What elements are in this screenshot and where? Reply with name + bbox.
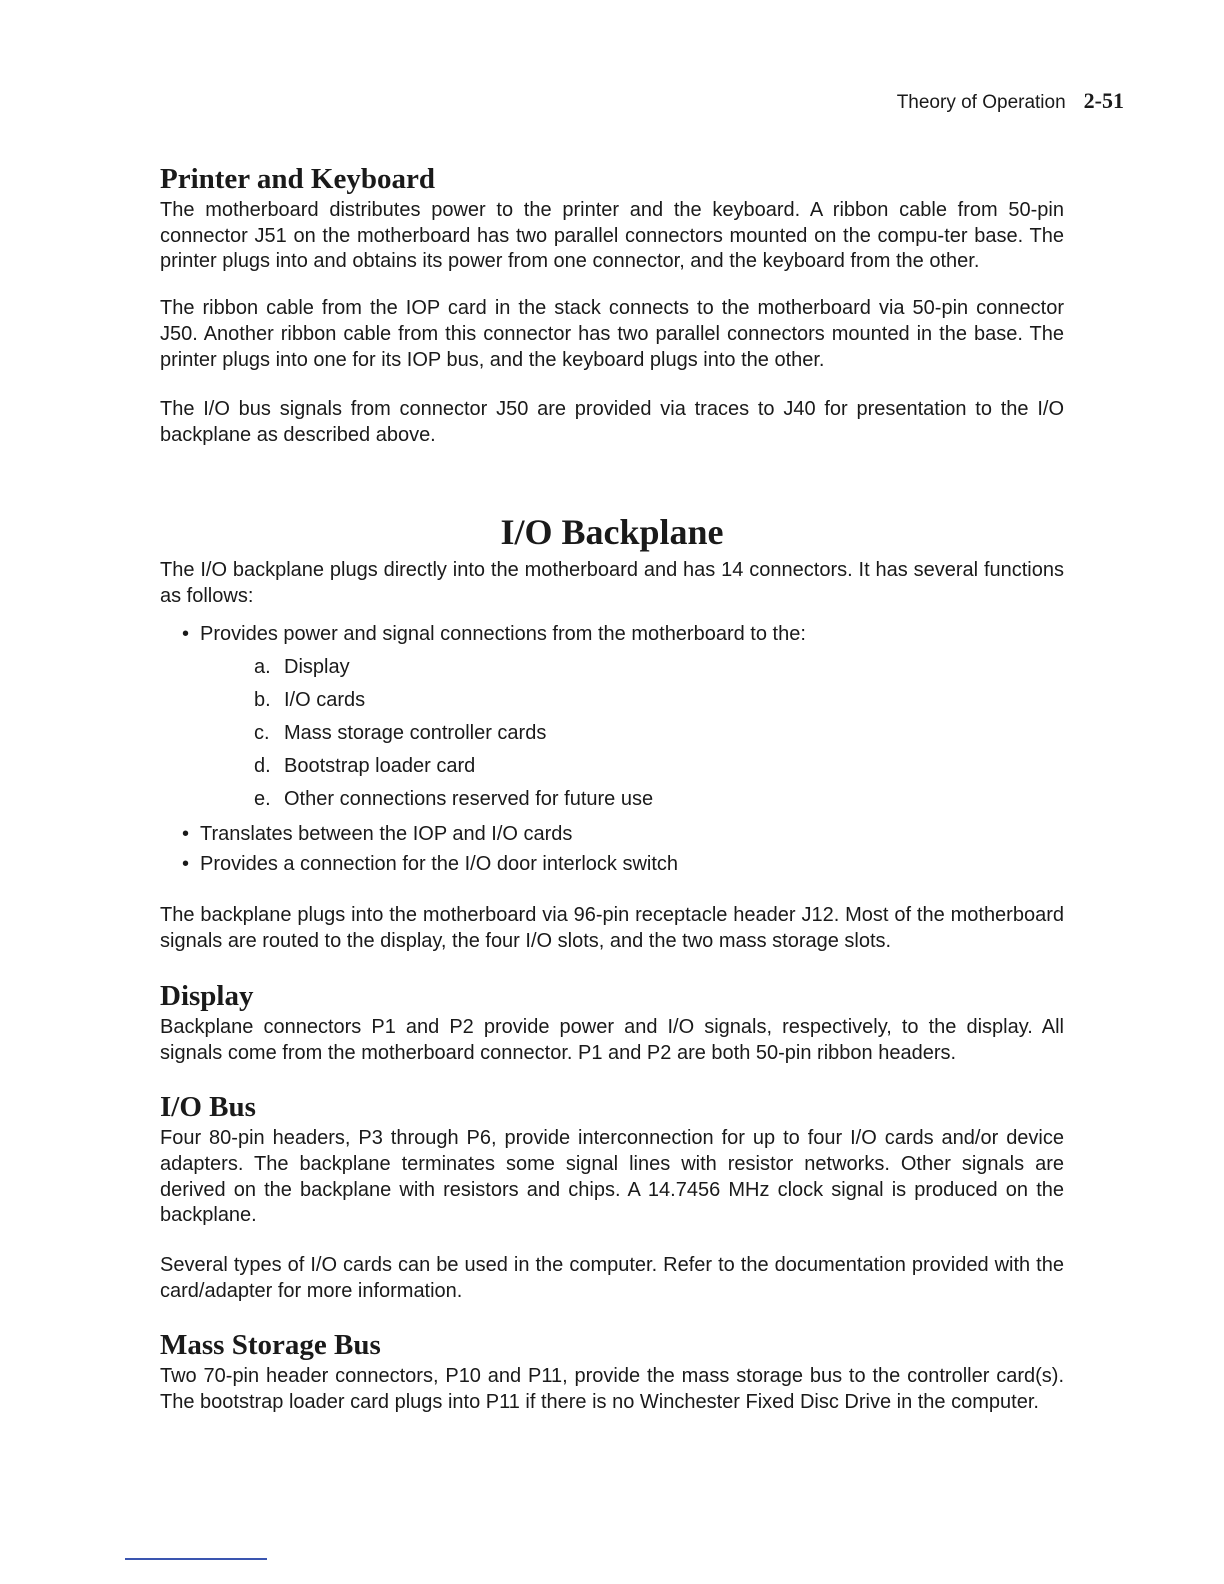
paragraph: Several types of I/O cards can be used in the computer. Refer to the documentation provided with the card/adapter for more information.: [160, 1254, 1064, 1302]
sublist-letter: d.: [254, 755, 271, 778]
heading-display: Display: [160, 979, 254, 1012]
sublist-item: [254, 717, 1064, 750]
list-item-text: Provides a connection for the I/O door interlock switch: [200, 853, 679, 876]
heading-io-bus: I/O Bus: [160, 1091, 256, 1124]
running-head: [897, 88, 1124, 114]
list-item: [182, 849, 1064, 879]
paragraph: The motherboard distributes power to the printer and the keyboard. A ribbon cable from 50-pin connector J51 on the motherboard has two parallel connectors mounted on the compu-ter base. The printer plugs into and obtains its power from one connector, and the keyboard from the other.: [160, 199, 1064, 273]
sublist-text: Mass storage controller cards: [284, 722, 547, 745]
sublist-text: I/O cards: [284, 689, 366, 712]
function-list: [182, 619, 1064, 879]
paragraph: The ribbon cable from the IOP card in the stack connects to the motherboard via 50-pin connector J50. Another ribbon cable from this connector has two parallel connectors mounted in the base. The printer plugs into one for its IOP bus, and the keyboard plugs into the other.: [160, 297, 1064, 371]
running-title: Theory of Operation: [896, 92, 1066, 113]
sublist-text: Display: [284, 656, 350, 679]
sublist-item: [254, 783, 1064, 816]
paragraph: Four 80-pin headers, P3 through P6, provide interconnection for up to four I/O cards and/or device adapters. The backplane terminates some signal lines with resistor networks. Other signals are derived on the backplane with resistors and chips. A 14.7456 MHz clock signal is produced on the backplane.: [160, 1127, 1064, 1227]
sublist-letter: a.: [254, 656, 271, 679]
footer-rule: [125, 1558, 267, 1560]
page-number: 2-51: [1083, 88, 1124, 113]
heading-printer-keyboard: Printer and Keyboard: [160, 163, 435, 195]
list-item-text: Provides power and signal connections from the motherboard to the:: [200, 623, 806, 646]
paragraph: Backplane connectors P1 and P2 provide power and I/O signals, respectively, to the display. All signals come from the motherboard connector. P1 and P2 are both 50-pin ribbon headers.: [160, 1015, 1064, 1064]
sublist-text: Bootstrap loader card: [284, 755, 476, 778]
sublist-text: Other connections reserved for future use: [284, 788, 654, 811]
list-item: [182, 619, 1064, 816]
sublist-item: [254, 750, 1064, 783]
section-printer-keyboard: [160, 162, 1064, 449]
sublist-item: [254, 684, 1064, 717]
section-io-backplane: [160, 510, 1064, 1416]
list-item-text: Translates between the IOP and I/O cards: [200, 823, 573, 846]
paragraph: The backplane plugs into the motherboard via 96-pin receptacle header J12. Most of the motherboard signals are routed to the display, the four I/O slots, and the two mass storage slots.: [160, 904, 1064, 953]
sublist-letter: b.: [254, 689, 271, 712]
connection-sublist: [254, 651, 1064, 816]
heading-mass-storage-bus: Mass Storage Bus: [160, 1329, 381, 1362]
heading-io-backplane: I/O Backplane: [500, 512, 724, 552]
paragraph: The I/O backplane plugs directly into the motherboard and has 14 connectors. It has several functions as follows:: [160, 559, 1064, 607]
sublist-letter: c.: [254, 722, 270, 745]
list-item: [182, 819, 1064, 849]
sublist-item: [254, 651, 1064, 684]
paragraph: The I/O bus signals from connector J50 are provided via traces to J40 for presentation to the I/O backplane as described above.: [160, 398, 1064, 446]
paragraph: Two 70-pin header connectors, P10 and P11, provide the mass storage bus to the controller card(s). The bootstrap loader card plugs into P11 if there is no Winchester Fixed Disc Drive in the computer.: [160, 1365, 1064, 1414]
sublist-letter: e.: [254, 788, 271, 811]
